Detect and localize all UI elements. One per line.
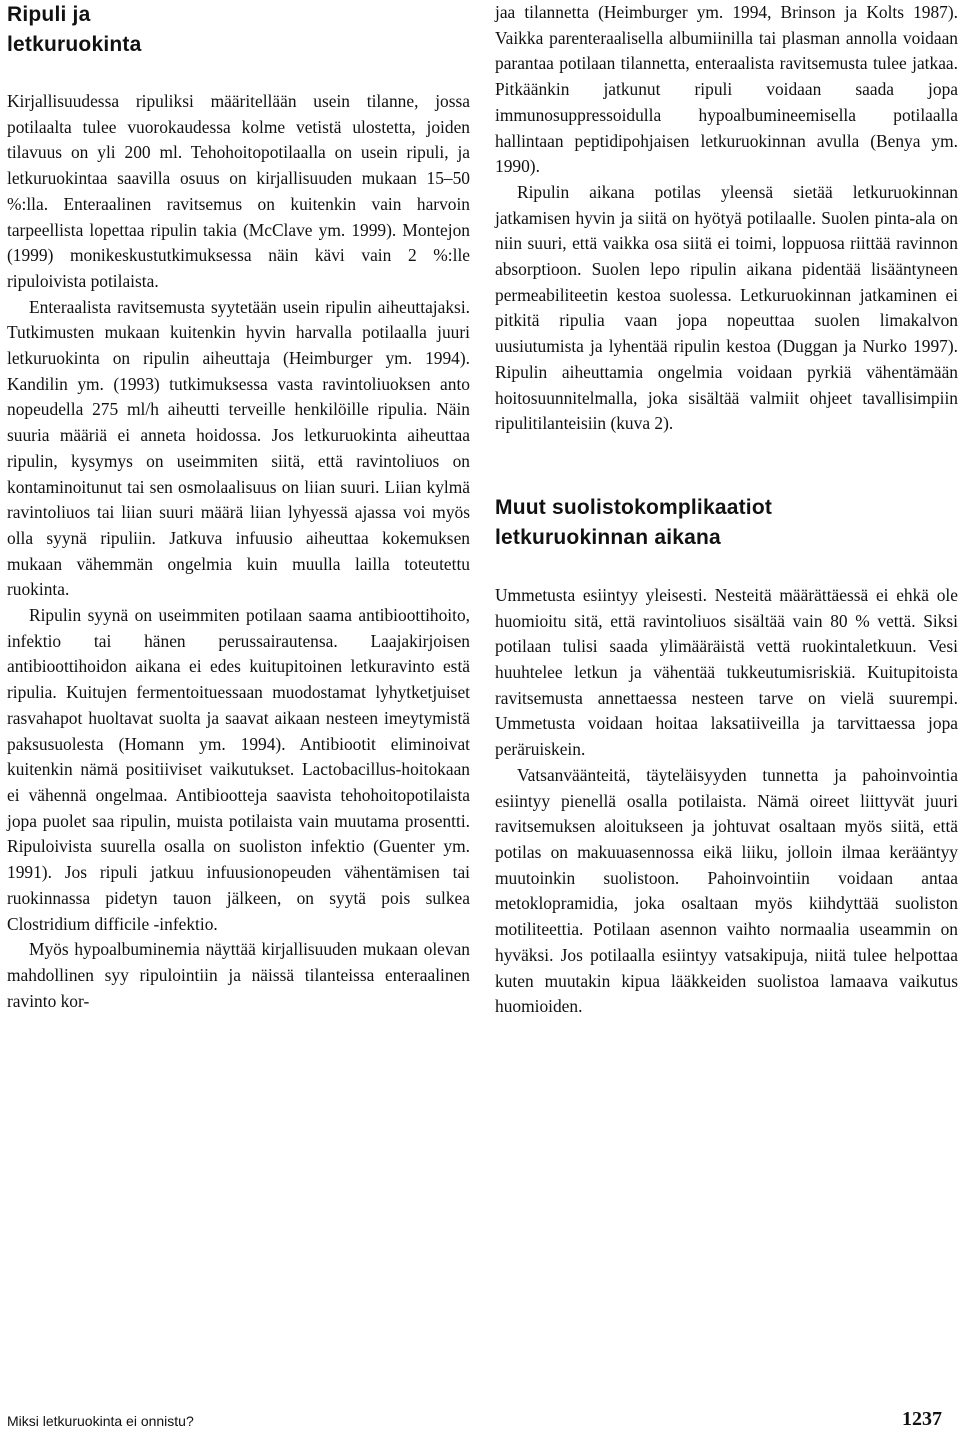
paragraph-constipation: Ummetusta esiintyy yleisesti. Nesteitä määrättäessä ei ehkä ole huomioitu sitä, että ravintoliuos sisältää vain 80 % vettä. Siksi potilaan tulisi saada ylimääräistä vettä ruokintaletkuun. Vesi huuhtelee letkun ja vähentää tukkeutumisriskiä. Kuitupitoista ravitsemusta annettaessa nesteen tarve on vielä suurempi. Ummetusta voidaan hoitaa laksatiiveilla ja tarvittaessa jopa peräruiskein. (495, 584, 958, 760)
right-column (495, 0, 958, 1020)
paragraph-cramps-nausea: Vatsanväänteitä, täyteläisyyden tunnetta ja pahoinvointia esiintyy pienellä osalla potilaista. Nämä oireet liittyvät juuri ravitsemuksen aloitukseen ja johtuvat osaltaan myös siitä, että potilas on makuuasennossa eikä liiku, jolloin ilmaa kerääntyy muutoinkin suolistoon. Pahoinvointiin voidaan antaa metoklopramidia, joka osaltaan myös kiihdyttää suoliston motiliteettia. Potilaan asennon vaihto normaalia useammin on hyväksi. Jos potilaalla esiintyy vatsakipuja, niitä tulee helpottaa kuten muutakin kipua lääkkeiden suolistoa lamaava vaikutus huomioiden. (495, 764, 958, 1017)
paragraph-diarrhea-definition: Kirjallisuudessa ripuliksi määritellään usein tilanne, jossa potilaalta tulee vuorokaudessa kolme vetistä ulostetta, joiden tilavuus on yli 200 ml. Tehohoitopotilaalla on usein ripuli, ja letkuruokintaa saavilla osuus on kirjallisuuden mukaan 15–50 %:lla. Enteraalinen ravitsemus on kuitenkin vain harvoin tarpeellista lopettaa ripulin takia (McClave ym. 1999). Montejon (1999) monikeskustutkimuksessa näin kävi vain 2 %:lle ripuloivista potilaista. (7, 91, 470, 291)
paragraph-antibiotics: Ripulin syynä on useimmiten potilaan saama antibioottihoito, infektio tai hänen perussairautensa. Laajakirjoisen antibioottihoidon aikana ei edes kuitupitoinen letkuravinto estä ripulia. Kuitujen fermentoituessaan muodostamat lyhytketjuiset rasvahapot huoltavat suolta ja saavat aikaan nesteen imeytymistä paksusuolesta (Homann ym. 1994). Antibiootit eliminoivat kuitenkin nämä positiiviset vaikutukset. Lactobacillus-hoitokaan ei vähennä ongelmaa. Antibiootteja saavista tehohoitopotilaista jopa puolet saa ripulin, muista potilaista vain muutama prosentti. Ripuloivista suurella osalla on suoliston infektio (Guenter ym. 1991). Jos ripuli jatkuu infuusionopeuden vähentämisen tai ruokinnassa pidetyn tauon jälkeen, on syytä pois sulkea Clostridium difficile -infektio. (7, 605, 470, 934)
page-number: 1237 (902, 1408, 942, 1430)
paragraph-hypoalbuminemia-continued: jaa tilannetta (Heimburger ym. 1994, Brinson ja Kolts 1987). Vaikka parenteraalisella albumiinilla tai plasman annolla voidaan parantaa potilaan tilannetta, enteraalista ravitsemusta tulee jatkaa. Pitkäänkin jatkunut ripuli voidaan saada jopa immunosuppressoidulla hypoalbumineemisella potilaalla hallintaan peptidipohjaisen letkuruokinnan avulla (Benya ym. 1990). (495, 2, 958, 177)
paragraph-continue-feeding: Ripulin aikana potilas yleensä sietää letkuruokinnan jatkamisen hyvin ja siitä on hyötyä potilaalle. Suolen pinta-ala on niin suuri, että vaikka osa siitä ei toimi, loppuosa riittää ravinnon absorptioon. Suolen lepo ripulin aikana pidentää lisääntyneen permeabiliteetin kestoa suolessa. Letkuruokinnan jatkaminen ei pitkitä ripulia vaan jopa nopeuttaa suolen limakalvon uusiutumista ja lyhentää ripulin kestoa (Duggan ja Nurko 1997). Ripulin aiheuttamia ongelmia voidaan pyrkiä vähentämään hoitosuunnitelmalla, joka sisältää valmiit ohjeet tavallisimpiin ripulitilanteisiin (kuva 2). (495, 181, 958, 434)
paragraph-hypoalbuminemia: Myös hypoalbuminemia näyttää kirjallisuuden mukaan olevan mahdollinen syy ripulointiin ja näissä tilanteissa enteraalinen ravinto kor- (7, 939, 470, 1011)
running-title: Miksi letkuruokinta ei onnistu? (7, 1413, 194, 1429)
section-heading-other-complications: Muut suolistokomplikaatiot letkuruokinnan aikana (495, 495, 773, 549)
paragraph-enteral-cause: Enteraalista ravitsemusta syytetään usein ripulin aiheuttajaksi. Tutkimusten mukaan kuitenkin hyvin harvalla potilaalla juuri letkuruokinta on ripulin aiheuttaja (Heimburger ym. 1994). Kandilin ym. (1993) tutkimuksessa vasta ravintoliuoksen anto nopeudella 275 ml/h aiheutti terveille henkilöille ripulia. Näin suuria määriä ei anneta hoidossa. Jos letkuruokinta aiheuttaa ripulin, kysymys on useimmiten siitä, että ravintoliuos on kontaminoitunut tai sen osmolaalisuus on liian suuri. Liian kylmä ravintoliuos tai liian suuri määrä liian lyhyessä ajassa voi myös olla syynä ripuliin. Jatkuva infuusio aiheuttaa kokemuksen mukaan vähemmän ongelmia kuin muulla lailla toteutettu ruokinta. (7, 296, 470, 600)
left-column (7, 0, 470, 1014)
section-heading-diarrhea: Ripuli ja letkuruokinta (7, 3, 142, 56)
